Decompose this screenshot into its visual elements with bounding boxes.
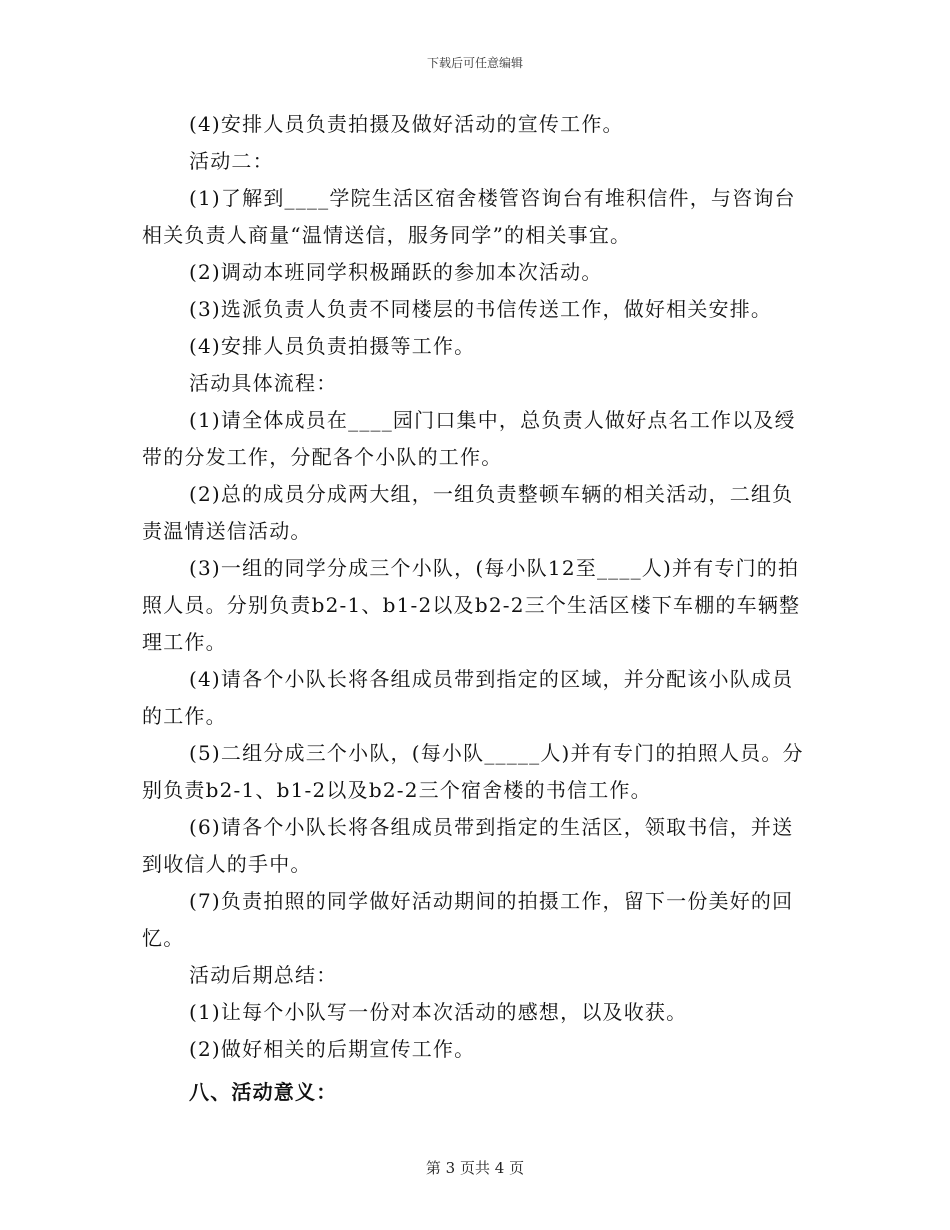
paragraph-activity-two-title: 活动二： (189, 149, 274, 173)
section-heading-significance: 八、活动意义： (189, 1080, 338, 1104)
paragraph-later-publicity: (2)做好相关的后期宣传工作。 (189, 1037, 476, 1061)
paragraph-gather: (1)请全体成员在____园门口集中，总负责人做好点名工作以及绶带的分发工作，分配各个小队的工作。 (142, 408, 796, 469)
paragraph-contact-desk: (1)了解到____学院生活区宿舍楼管咨询台有堆积信件，与咨询台相关负责人商量“温情送信，服务同学”的相关事宜。 (142, 186, 796, 247)
page-header: 下载后可任意编辑 (426, 56, 523, 70)
paragraph-arrange-photo-publicity: (4)安排人员负责拍摄及做好活动的宣传工作。 (189, 112, 624, 136)
paragraph-deliver-letters: (6)请各个小队长将各组成员带到指定的生活区，领取书信，并送到收信人的手中。 (142, 815, 794, 876)
paragraph-assign-floors: (3)选派负责人负责不同楼层的书信传送工作，做好相关安排。 (189, 297, 773, 321)
paragraph-group-two-teams: (5)二组分成三个小队，(每小队_____人)并有专门的拍照人员。分别负责b2-1、b1-2以及b2-2三个宿舍楼的书信工作。 (142, 741, 804, 802)
paragraph-team-leaders-area: (4)请各个小队长将各组成员带到指定的区域，并分配该小队成员的工作。 (142, 667, 794, 728)
paragraph-arrange-photo: (4)安排人员负责拍摄等工作。 (189, 334, 476, 358)
paragraph-process-title: 活动具体流程： (189, 371, 338, 395)
paragraph-photography: (7)负责拍照的同学做好活动期间的拍摄工作，留下一份美好的回忆。 (142, 889, 794, 950)
page-footer: 第 3 页共 4 页 (425, 1159, 525, 1177)
paragraph-mobilize-class: (2)调动本班同学积极踊跃的参加本次活动。 (189, 260, 603, 284)
paragraph-summary-title: 活动后期总结： (189, 963, 338, 987)
paragraph-write-reflection: (1)让每个小队写一份对本次活动的感想，以及收获。 (189, 1000, 688, 1024)
document-body (142, 106, 812, 1111)
paragraph-group-one-teams: (3)一组的同学分成三个小队，(每小队12至____人)并有专门的拍照人员。分别负责b2-1、b1-2以及b2-2三个生活区楼下车棚的车辆整理工作。 (142, 556, 801, 654)
paragraph-split-groups: (2)总的成员分成两大组，一组负责整顿车辆的相关活动，二组负责温情送信活动。 (142, 482, 794, 543)
